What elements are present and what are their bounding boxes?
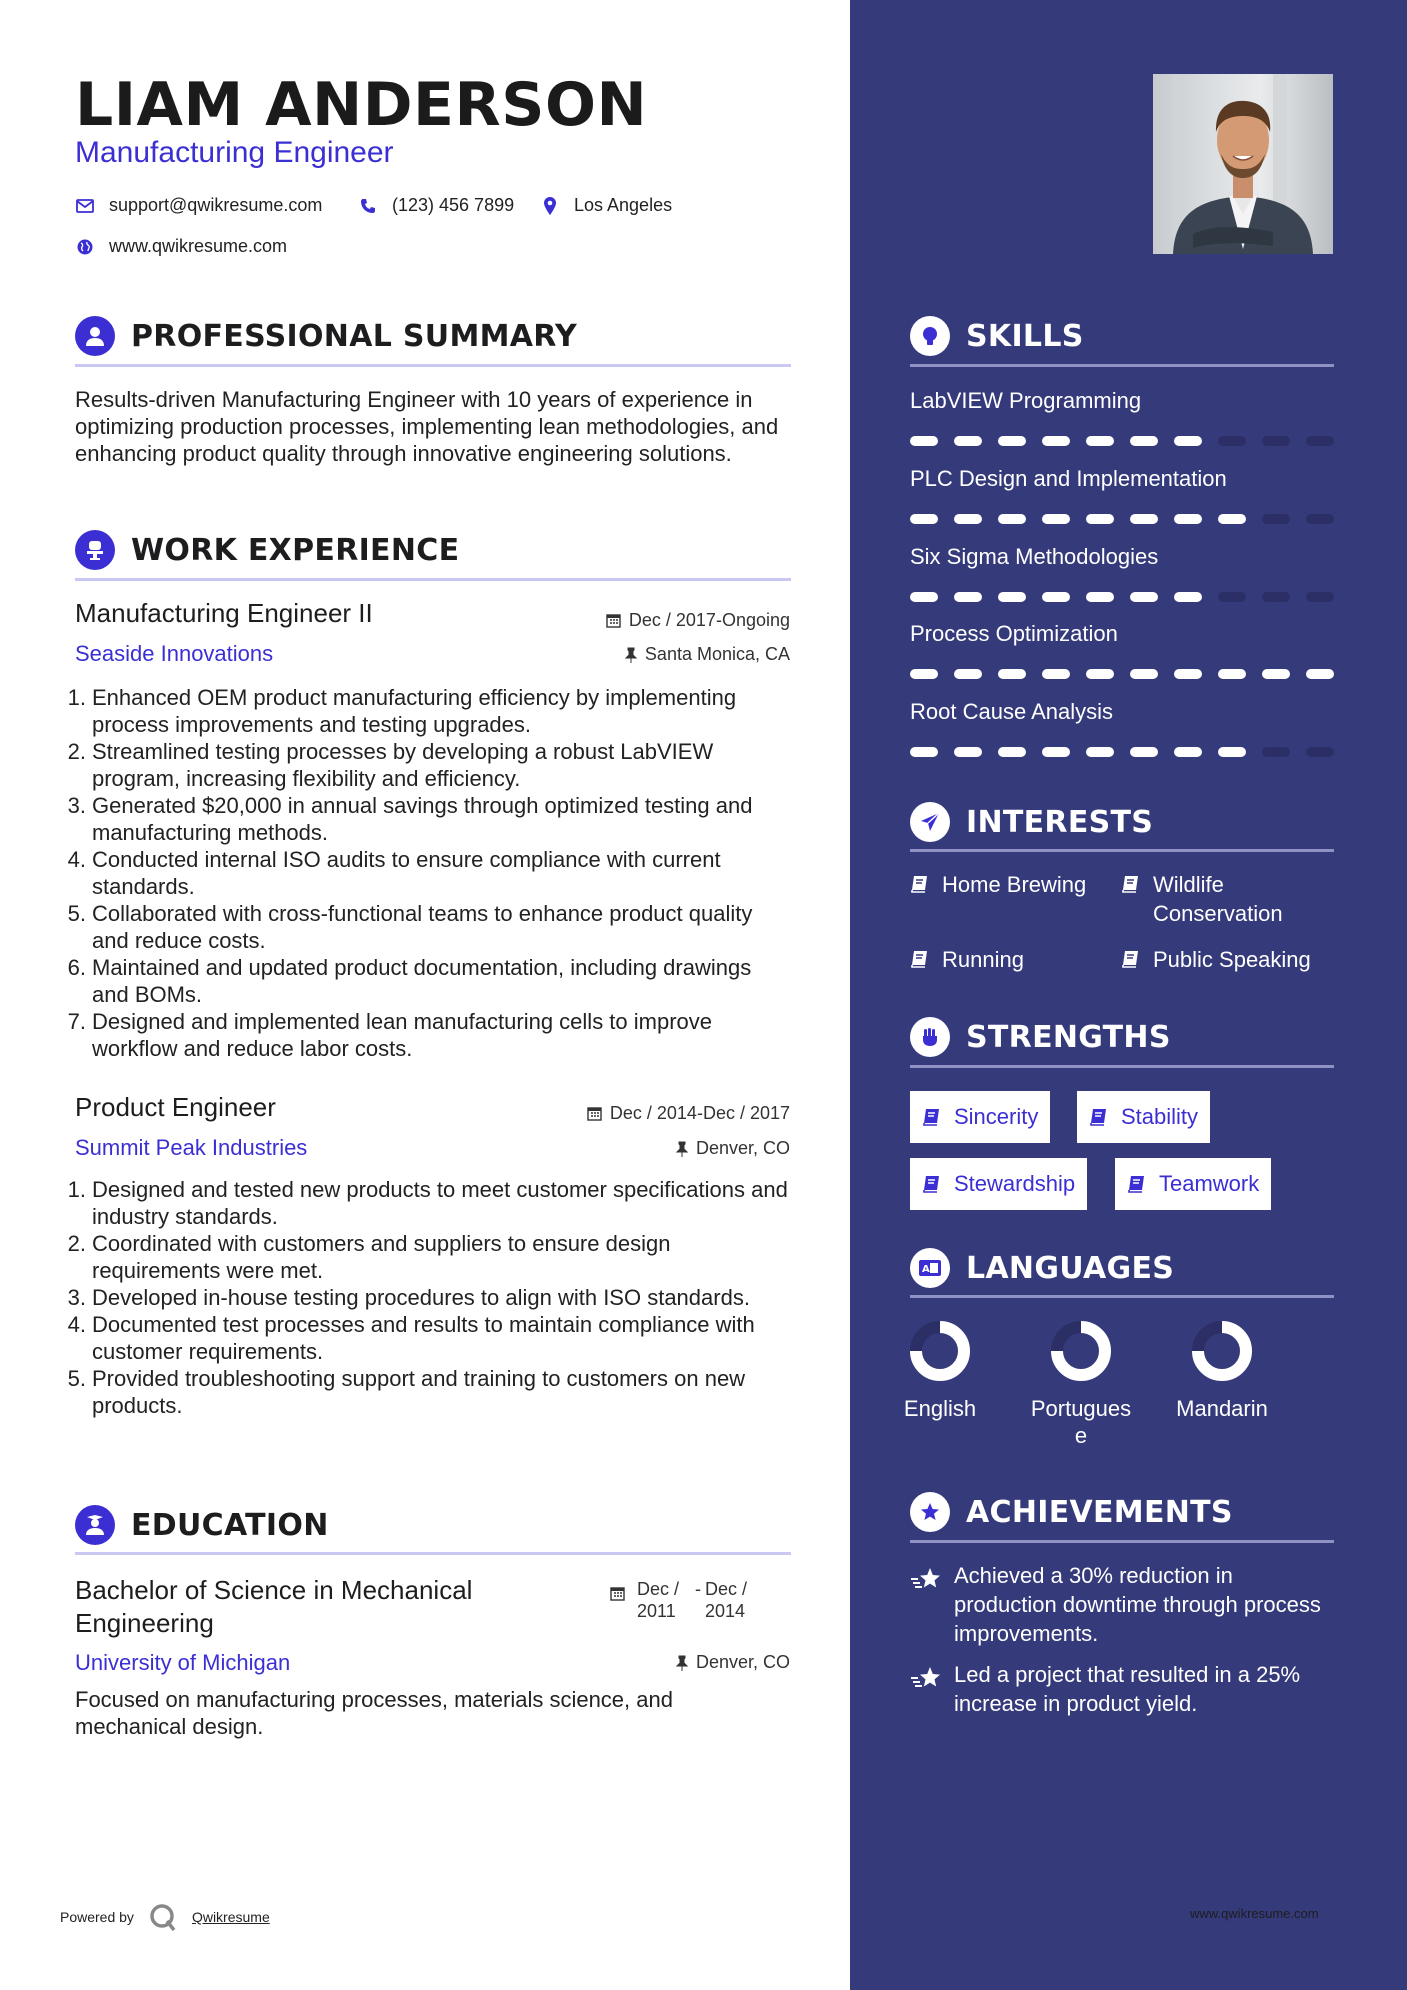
- skill-dash: [1174, 592, 1202, 602]
- skill-dash: [1262, 436, 1290, 446]
- interests-heading: [910, 802, 1153, 842]
- qwikresume-logo-icon: [148, 1902, 178, 1932]
- interest-item: Home Brewing: [910, 870, 1110, 899]
- section-divider: [910, 1295, 1334, 1298]
- user-icon: [75, 316, 115, 356]
- contact-website[interactable]: [75, 236, 287, 257]
- skill-dash: [1086, 436, 1114, 446]
- calendar-icon: [587, 1106, 602, 1121]
- contact-email[interactable]: [75, 195, 322, 216]
- achievement-item: Led a project that resulted in a 25% increase in product yield.: [910, 1660, 1334, 1718]
- skill-name: Process Optimization: [910, 621, 1118, 646]
- skill-dash: [1306, 747, 1334, 757]
- section-divider: [75, 1552, 791, 1555]
- skill-dash: [1174, 436, 1202, 446]
- skill-dash: [1262, 514, 1290, 524]
- list-item: 3. Generated $20,000 in annual savings through optimized testing and manufacturing methods.: [67, 793, 753, 845]
- list-item: 1. Enhanced OEM product manufacturing efficiency by implementing process improvements and testing upgrades.: [67, 685, 737, 737]
- education-end: Dec / 2014: [705, 1579, 748, 1621]
- section-divider: [910, 1065, 1334, 1068]
- skills-title: SKILLS: [966, 318, 1084, 354]
- skill-dash: [998, 669, 1026, 679]
- calendar-icon: [610, 1586, 625, 1601]
- translate-icon: [910, 1248, 950, 1288]
- email-text: support@qwikresume.com: [109, 195, 323, 215]
- list-item: 6. Maintained and updated product documentation, including drawings and BOMs.: [67, 955, 752, 1007]
- skill-dash: [1086, 669, 1114, 679]
- school-name: University of Michigan: [75, 1650, 291, 1675]
- globe-icon: [75, 237, 95, 257]
- envelope-icon: [75, 196, 95, 216]
- job-dates: Dec / 2017-Ongoing: [606, 610, 790, 631]
- summary-heading: [75, 316, 577, 356]
- experience-title: WORK EXPERIENCE: [131, 532, 460, 568]
- contact-phone[interactable]: [358, 195, 514, 216]
- skill-dash: [1130, 514, 1158, 524]
- skill-dash: [998, 747, 1026, 757]
- calendar-icon: [606, 613, 621, 628]
- briefcase-icon: [75, 530, 115, 570]
- skills-heading: [910, 316, 1084, 356]
- language-proficiency-ring: [1191, 1320, 1253, 1382]
- language-item: [1011, 1320, 1151, 1449]
- language-name: Portuguese: [1030, 1396, 1132, 1448]
- section-divider: [910, 849, 1334, 852]
- language-proficiency-ring: [909, 1320, 971, 1382]
- profile-photo: [1153, 74, 1333, 254]
- skill-dash: [998, 592, 1026, 602]
- graduate-icon: [75, 1505, 115, 1545]
- skill-dash: [1218, 747, 1246, 757]
- book-icon: [910, 874, 930, 894]
- website-text: www.qwikresume.com: [109, 236, 288, 256]
- skill-dash: [1042, 514, 1070, 524]
- skill-dash: [1174, 514, 1202, 524]
- achievement-item: Achieved a 30% reduction in production downtime through process improvements.: [910, 1561, 1334, 1648]
- skill-dash: [1306, 436, 1334, 446]
- interest-item: Running: [910, 945, 1110, 974]
- strength-chip: Sincerity: [910, 1091, 1050, 1143]
- section-divider: [910, 364, 1334, 367]
- skill-dash: [1262, 669, 1290, 679]
- achievements-title: ACHIEVEMENTS: [966, 1494, 1233, 1530]
- skill-dash: [954, 592, 982, 602]
- job-title: Product Engineer: [75, 1092, 276, 1122]
- skill-dash: [1042, 747, 1070, 757]
- skill-rating: [910, 669, 1334, 679]
- map-pin-icon: [540, 196, 560, 216]
- skill-dash: [1306, 514, 1334, 524]
- list-item: 5. Collaborated with cross-functional teams to enhance product quality and reduce costs.: [67, 901, 753, 953]
- job-title: Manufacturing Engineer II: [75, 598, 373, 628]
- education-heading: [75, 1505, 329, 1545]
- job-dates: Dec / 2014-Dec / 2017: [587, 1103, 790, 1124]
- phone-text: (123) 456 7899: [392, 195, 515, 215]
- section-divider: [75, 364, 791, 367]
- skill-dash: [1262, 747, 1290, 757]
- list-item: 2. Streamlined testing processes by developing a robust LabVIEW program, increasing flexibility and efficiency.: [67, 739, 714, 791]
- skill-dash: [954, 747, 982, 757]
- skill-dash: [1218, 436, 1246, 446]
- contact-location: [540, 195, 672, 216]
- skill-dash: [1086, 747, 1114, 757]
- shooting-star-icon: [910, 1666, 942, 1690]
- language-name: English: [903, 1396, 977, 1421]
- skill-dash: [1174, 669, 1202, 679]
- skill-rating: [910, 592, 1334, 602]
- skill-rating: [910, 747, 1334, 757]
- skill-dash: [998, 514, 1026, 524]
- powered-by: Powered by Qwikresume: [60, 1902, 270, 1932]
- education-description: Focused on manufacturing processes, materials science, and mechanical design.: [75, 1687, 673, 1739]
- book-icon: [1121, 874, 1141, 894]
- skill-dash: [1086, 514, 1114, 524]
- paper-plane-icon: [910, 802, 950, 842]
- book-icon: [922, 1107, 942, 1127]
- skill-dash: [1218, 592, 1246, 602]
- skill-dash: [954, 436, 982, 446]
- education-start: Dec / 2011: [637, 1579, 680, 1621]
- skill-dash: [910, 436, 938, 446]
- summary-text: Results-driven Manufacturing Engineer with 10 years of experience in optimizing production processes, implementing lean methodologies, and enhancing product quality through innovative engineering solutions.: [75, 387, 779, 466]
- skill-dash: [1218, 514, 1246, 524]
- list-item: 7. Designed and implemented lean manufacturing cells to improve workflow and reduce labor costs.: [67, 1009, 713, 1061]
- skill-dash: [1130, 592, 1158, 602]
- phone-icon: [358, 196, 378, 216]
- skill-dash: [910, 669, 938, 679]
- job-location: Denver, CO: [676, 1138, 790, 1159]
- book-icon: [1089, 1107, 1109, 1127]
- job-bullets: [64, 1176, 794, 1419]
- education-title: EDUCATION: [131, 1507, 329, 1543]
- education-location: Denver, CO: [676, 1652, 790, 1673]
- interest-item: Wildlife Conservation: [1121, 870, 1341, 928]
- strength-chip: Stewardship: [910, 1158, 1087, 1210]
- list-item: 1. Designed and tested new products to meet customer specifications and industry standards.: [67, 1177, 788, 1229]
- language-item: [1152, 1320, 1292, 1422]
- education-dates: Dec / 2011 - Dec / 2014: [610, 1578, 759, 1622]
- fist-icon: [910, 1017, 950, 1057]
- skill-name: LabVIEW Programming: [910, 388, 1142, 413]
- skill-dash: [910, 514, 938, 524]
- interest-item: Public Speaking: [1121, 945, 1341, 974]
- svg-text:A: A: [922, 1264, 930, 1275]
- languages-title: LANGUAGES: [966, 1250, 1175, 1286]
- footer-website[interactable]: www.qwikresume.com: [1190, 1906, 1319, 1921]
- job-location: Santa Monica, CA: [625, 644, 790, 665]
- skill-dash: [1262, 592, 1290, 602]
- list-item: 3. Developed in-house testing procedures to align with ISO standards.: [67, 1285, 750, 1310]
- skill-dash: [1130, 436, 1158, 446]
- list-item: 5. Provided troubleshooting support and training to customers on new products.: [67, 1366, 746, 1418]
- skill-dash: [1306, 669, 1334, 679]
- skill-dash: [1042, 669, 1070, 679]
- skill-name: Six Sigma Methodologies: [910, 544, 1159, 569]
- pushpin-icon: [625, 647, 637, 663]
- skill-rating: [910, 514, 1334, 524]
- list-item: 2. Coordinated with customers and suppliers to ensure design requirements were met.: [67, 1231, 671, 1283]
- section-divider: [75, 578, 791, 581]
- candidate-name: LIAM ANDERSON: [75, 70, 648, 140]
- book-icon: [1121, 949, 1141, 969]
- lightbulb-icon: [910, 316, 950, 356]
- language-item: [870, 1320, 1010, 1422]
- skill-dash: [1306, 592, 1334, 602]
- strengths-heading: [910, 1017, 1171, 1057]
- language-proficiency-ring: [1050, 1320, 1112, 1382]
- company-name: Seaside Innovations: [75, 641, 274, 666]
- skill-dash: [954, 514, 982, 524]
- skill-name: PLC Design and Implementation: [910, 466, 1227, 491]
- skill-dash: [954, 669, 982, 679]
- skill-dash: [1086, 592, 1114, 602]
- sidebar: [850, 0, 1407, 1990]
- brand-link[interactable]: Qwikresume: [191, 1909, 270, 1925]
- job-bullets: [64, 684, 794, 1062]
- achievements-heading: [910, 1492, 1233, 1532]
- skill-dash: [1218, 669, 1246, 679]
- skill-name: Root Cause Analysis: [910, 699, 1113, 724]
- languages-heading: [910, 1248, 1174, 1288]
- location-text: Los Angeles: [574, 195, 673, 215]
- shooting-star-icon: [910, 1567, 942, 1591]
- section-divider: [910, 1540, 1334, 1543]
- pushpin-icon: [676, 1141, 688, 1157]
- skill-dash: [1130, 669, 1158, 679]
- skill-dash: [1174, 747, 1202, 757]
- skill-dash: [1042, 592, 1070, 602]
- list-item: 4. Conducted internal ISO audits to ensure compliance with current standards.: [67, 847, 721, 899]
- list-item: 4. Documented test processes and results to maintain compliance with customer requirements.: [67, 1312, 755, 1364]
- skill-dash: [910, 747, 938, 757]
- degree-title: Bachelor of Science in Mechanical Engineering: [75, 1575, 473, 1638]
- book-icon: [922, 1174, 942, 1194]
- strength-chip: Stability: [1077, 1091, 1210, 1143]
- book-icon: [1127, 1174, 1147, 1194]
- skill-dash: [1042, 436, 1070, 446]
- strengths-title: STRENGTHS: [966, 1019, 1171, 1055]
- skill-dash: [910, 592, 938, 602]
- skill-dash: [1130, 747, 1158, 757]
- experience-heading: [75, 530, 459, 570]
- strength-chip: Teamwork: [1115, 1158, 1271, 1210]
- company-name: Summit Peak Industries: [75, 1135, 308, 1160]
- summary-title: PROFESSIONAL SUMMARY: [131, 318, 578, 354]
- skill-rating: [910, 436, 1334, 446]
- skill-dash: [998, 436, 1026, 446]
- star-badge-icon: [910, 1492, 950, 1532]
- interests-title: INTERESTS: [966, 804, 1154, 840]
- language-name: Mandarin: [1176, 1396, 1268, 1421]
- candidate-title: Manufacturing Engineer: [75, 136, 394, 169]
- pushpin-icon: [676, 1655, 688, 1671]
- book-icon: [910, 949, 930, 969]
